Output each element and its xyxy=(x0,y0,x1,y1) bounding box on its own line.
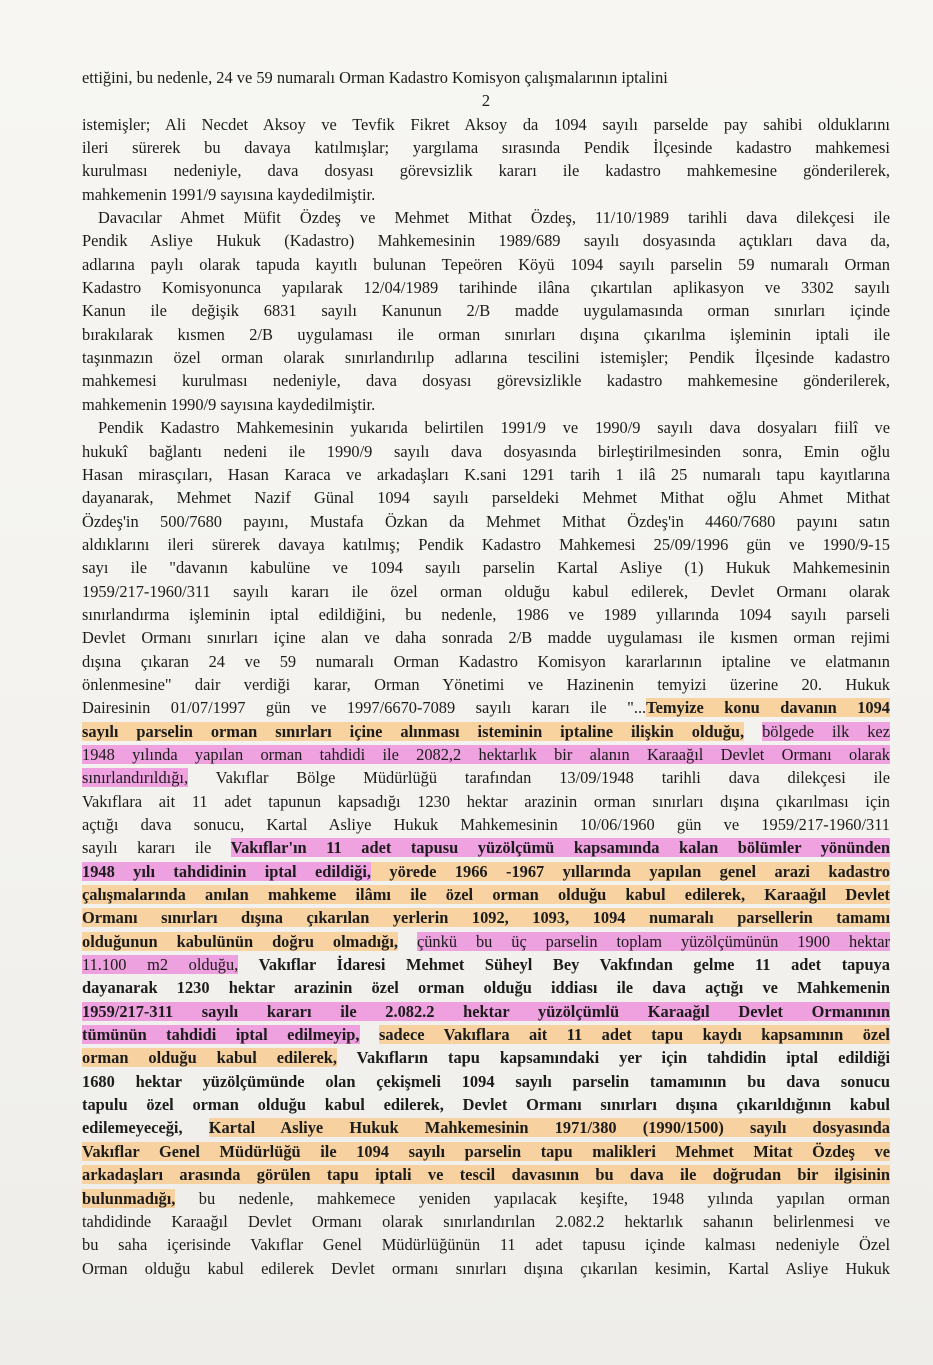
text-line xyxy=(82,276,890,299)
text-line xyxy=(82,1070,890,1093)
text-line xyxy=(82,930,890,953)
text-run: bırakılarak kısmen 2/B uygulaması ile orman sınırları dışına çıkarılma işleminin iptali ile xyxy=(82,324,890,344)
text-run: Özdeş'in 500/7680 payını, Mustafa Özkan da Mehmet Mithat Özdeş'in 4460/7680 payını satın xyxy=(82,511,890,531)
text-run: bu nedenle, mahkemece yeniden yapılacak keşifte, 1948 yılında yapılan orman xyxy=(175,1188,890,1208)
text-line xyxy=(82,206,890,229)
text-run: Devlet Ormanı sınırları içine alan ve daha sonrada 2/B madde uygulaması ile kısmen orman rejimi xyxy=(82,628,890,648)
orange-highlight: çalışmalarında anılan mahkeme ilâmı ile özel orman olduğu kabul edilerek, Karaağıl Devlet xyxy=(82,885,890,905)
text-line xyxy=(82,766,890,789)
orange-highlight: Vakıflar Genel Müdürlüğü ile 1094 sayılı parselin tapu malikleri Mehmet Mitat Özdeş ve xyxy=(82,1141,890,1161)
text-run: tahdidinde Karaağıl Devlet Ormanı olarak sınırlandırılan 2.082.2 hektarlık sahanın belirlenmesi ve xyxy=(82,1211,890,1231)
text-line xyxy=(82,1000,890,1023)
text-run: Pendik Asliye Hukuk (Kadastro) Mahkemesinin 1989/689 sayılı dosyasında açtıkları dava da, xyxy=(82,231,890,251)
pink-highlight: sınırlandırıldığı, xyxy=(82,768,189,788)
text-line xyxy=(82,440,890,463)
text-run: açtığı dava sonucu, Kartal Asliye Hukuk Mahkemesinin 10/06/1960 gün ve 1959/217-1960/311 xyxy=(82,815,890,834)
text-line xyxy=(82,790,890,813)
text-line xyxy=(82,229,890,252)
text-line xyxy=(82,883,890,906)
bold-text: Vakıfların tapu kapsamındaki yer için tahdidin iptal edildiği xyxy=(337,1048,890,1068)
text-line xyxy=(82,369,890,392)
text-line xyxy=(82,953,890,976)
orange-highlight: bulunmadığı, xyxy=(82,1188,176,1208)
text-line xyxy=(82,346,890,369)
orange-highlight: Kartal Asliye Hukuk Mahkemesinin 1971/380 (1990/1500) sayılı dosyasında xyxy=(208,1118,890,1138)
text-run: ettiğini, bu nedenle, 24 ve 59 numaralı Orman Kadastro Komisyon çalışmalarının iptalini xyxy=(82,68,668,87)
text-line xyxy=(82,159,890,182)
document-body xyxy=(82,66,890,1280)
text-run: sınırlandırma işleminin iptal edildiğini, bu nedenle, 1986 ve 1989 yıllarında 1094 sayılı parseli xyxy=(82,604,890,624)
orange-highlight: sadece Vakıflara ait 11 adet tapu kaydı kapsamının özel xyxy=(378,1025,890,1045)
text-run xyxy=(183,1118,209,1137)
pink-highlight: 1948 yılında yapılan orman tahdidi ile 2082,2 hektarlık bir alanın Karaağıl Devlet Ormanı olarak xyxy=(82,744,890,764)
text-run: Pendik Kadastro Mahkemesinin yukarıda belirtilen 1991/9 ve 1990/9 sayılı dava dosyaları fiilî ve xyxy=(98,418,890,438)
pink-highlight: 11.100 m2 olduğu, xyxy=(82,955,239,975)
text-run: istemişler; Ali Necdet Aksoy ve Tevfik Fikret Aksoy da 1094 sayılı parselde pay sahibi olduklarını xyxy=(82,114,890,134)
text-line xyxy=(82,66,890,89)
text-line xyxy=(82,556,890,579)
text-run xyxy=(744,722,762,741)
bold-text: edilemeyeceği, xyxy=(82,1118,183,1138)
text-line xyxy=(82,486,890,509)
text-line xyxy=(82,720,890,743)
text-line xyxy=(82,1233,890,1256)
text-line xyxy=(82,113,890,136)
text-run: Orman olduğu kabul edilerek Devlet ormanı sınırları dışına çıkarılan kesimin, Kartal Asliye Hukuk xyxy=(82,1258,890,1278)
page-number xyxy=(82,89,890,112)
bold-text: tapulu özel orman olduğu kabul edilerek, Devlet Ormanı sınırları dışına çıkarıldığının kabul xyxy=(82,1095,890,1115)
text-line xyxy=(82,416,890,439)
text-run: Vakıflara ait 11 adet tapunun kapsadığı 1230 hektar arazinin orman sınırları dışına çıkarılması için xyxy=(82,791,890,811)
text-run: dışına çıkaran 24 ve 59 numaralı Orman Kadastro Komisyon kararlarının iptaline ve elatmanın xyxy=(82,651,890,671)
text-run: bu saha içerisinde Vakıflar Genel Müdürlüğünün 11 adet tapusu içinde kalması nedeniyle Özel xyxy=(82,1235,890,1255)
text-run: adlarına paylı olarak tapuda kayıtlı bulunan Tepeören Köyü 1094 sayılı parselin 59 numaralı Orman xyxy=(82,254,890,274)
text-run: dayanarak, Mehmet Nazif Günal 1094 sayılı parseldeki Mehmet Mithat oğlu Ahmet Mithat xyxy=(82,488,890,508)
pink-highlight: çünkü bu üç parselin toplam yüzölçümünün 1900 hektar xyxy=(416,931,890,951)
text-run: mahkemesi kurulması nedeniyle, dava dosyası görevsizlikle kadastro mahkemesine gönderilerek, xyxy=(82,371,890,391)
text-run: taşınmazın özel orman olarak sınırlandırılıp adlarına tescilini istemişler; Pendik İlçesinde kadastro xyxy=(82,348,890,368)
text-run: sayılı kararı ile xyxy=(82,838,231,858)
pink-highlight: 1959/217-311 sayılı kararı ile 2.082.2 hektar yüzölçümlü Karaağıl Devlet Ormanının xyxy=(82,1001,890,1021)
text-run xyxy=(360,1025,379,1044)
text-run: hukukî bağlantı nedeni ile 1990/9 sayılı dava dosyasında birleştirilmesinden sonra, Emin oğlu xyxy=(82,441,890,461)
text-run: Davacılar Ahmet Müfit Özdeş ve Mehmet Mithat Özdeş, 11/10/1989 tarihli dava dilekçesi ile xyxy=(98,208,890,228)
text-run: önlenmesine" dair verdiği karar, Orman Yönetimi ve Hazinenin temyizi üzerine 20. Hukuk xyxy=(82,674,890,694)
text-line xyxy=(82,253,890,276)
text-line xyxy=(82,463,890,486)
text-run: 1959/217-1960/311 sayılı kararı ile özel orman olduğu kabul edilerek, Devlet Ormanı olarak xyxy=(82,581,890,601)
bold-text: Vakıflar İdaresi Mehmet Süheyl Bey Vakfından gelme 11 adet tapuya xyxy=(238,955,890,975)
text-run: 2 xyxy=(481,91,491,111)
text-run: mahkemenin 1990/9 sayısına kaydedilmiştir. xyxy=(82,394,376,414)
text-run xyxy=(398,932,417,951)
text-line xyxy=(82,743,890,766)
pink-highlight: tümünün tahdidi iptal edilmeyip, xyxy=(82,1025,360,1045)
orange-highlight: olduğunun kabulünün doğru olmadığı, xyxy=(82,931,399,951)
text-line xyxy=(82,299,890,322)
text-run: aldıklarını ileri sürerek davaya katılmış; Pendik Kadastro Mahkemesi 25/09/1996 gün ve 1990/9-15 xyxy=(82,534,890,554)
pink-highlight: bölgede ilk kez xyxy=(762,721,890,741)
text-line xyxy=(82,1023,890,1046)
bold-text: 1680 hektar yüzölçümünde olan çekişmeli 1094 sayılı parselin tamamının bu dava sonucu xyxy=(82,1071,890,1091)
text-line xyxy=(82,696,890,719)
bold-text: dayanarak 1230 hektar arazinin özel orman olduğu iddiası ile dava açtığı ve Mahkemenin xyxy=(82,978,890,998)
orange-highlight: Ormanı sınırları dışına çıkarılan yerlerin 1092, 1093, 1094 numaralı parsellerin tamamı xyxy=(82,908,890,928)
pink-highlight: 1948 yılı tahdidinin iptal edildiği, xyxy=(82,861,371,881)
text-run: Kanun ile değişik 6831 sayılı Kanunun 2/B madde uygulamasında orman sınırları içinde xyxy=(82,301,890,321)
text-line xyxy=(82,626,890,649)
text-line xyxy=(82,1116,890,1139)
text-line xyxy=(82,183,890,206)
text-line xyxy=(82,1093,890,1116)
text-line xyxy=(82,1187,890,1210)
text-line xyxy=(82,1163,890,1186)
text-line xyxy=(82,836,890,859)
orange-highlight: Temyize konu davanın 1094 xyxy=(646,698,890,718)
text-line xyxy=(82,1140,890,1163)
text-run: Dairesinin 01/07/1997 gün ve 1997/6670-7089 sayılı kararı ile "... xyxy=(82,698,647,718)
text-run: sayı ile "davanın kabulüne ve 1094 sayılı parselin Kartal Asliye (1) Hukuk Mahkemesinin xyxy=(82,558,890,578)
text-line xyxy=(82,813,890,836)
text-run: Hasan mirasçıları, Hasan Karaca ve arkadaşları K.sani 1291 tarih 1 ilâ 25 numaralı tapu kayıtlarına xyxy=(82,464,890,484)
orange-highlight: sayılı parselin orman sınırları içine alınması isteminin iptaline ilişkin olduğu, xyxy=(82,721,745,741)
orange-highlight: orman olduğu kabul edilerek, xyxy=(82,1048,337,1068)
text-run: Vakıflar Bölge Müdürlüğü tarafından 13/09/1948 tarihli dava dilekçesi ile xyxy=(188,768,890,788)
text-line xyxy=(82,673,890,696)
text-run: Kadastro Komisyonunca yapılarak 12/04/1989 tarihinde ilâna çıkartılan aplikasyon ve 3302 sayılı xyxy=(82,278,890,298)
text-line xyxy=(82,393,890,416)
pink-highlight: Vakıflar'ın 11 adet tapusu yüzölçümü kapsamında kalan bölümler yönünden xyxy=(230,838,890,858)
text-line xyxy=(82,136,890,159)
text-line xyxy=(82,906,890,929)
text-line xyxy=(82,510,890,533)
text-run: kurulması nedeniyle, dava dosyası görevsizlik kararı ile kadastro mahkemesine gönderilerek, xyxy=(82,161,890,181)
text-line xyxy=(82,976,890,999)
text-line xyxy=(82,1046,890,1069)
text-line xyxy=(82,533,890,556)
text-line xyxy=(82,323,890,346)
text-line xyxy=(82,650,890,673)
text-run: ileri sürerek bu davaya katılmışlar; yargılama sırasında Pendik İlçesinde kadastro mahkemesi xyxy=(82,138,890,158)
text-line xyxy=(82,1257,890,1280)
text-run: mahkemenin 1991/9 sayısına kaydedilmiştir. xyxy=(82,184,376,204)
text-line xyxy=(82,1210,890,1233)
text-line xyxy=(82,580,890,603)
text-line xyxy=(82,603,890,626)
orange-highlight: arkadaşları arasında görülen tapu iptali ve tescil davasının bu dava ile doğrudan bir ilgisinin xyxy=(82,1165,890,1185)
orange-highlight: yörede 1966 -1967 yıllarında yapılan genel arazi kadastro xyxy=(371,861,890,881)
text-line xyxy=(82,860,890,883)
